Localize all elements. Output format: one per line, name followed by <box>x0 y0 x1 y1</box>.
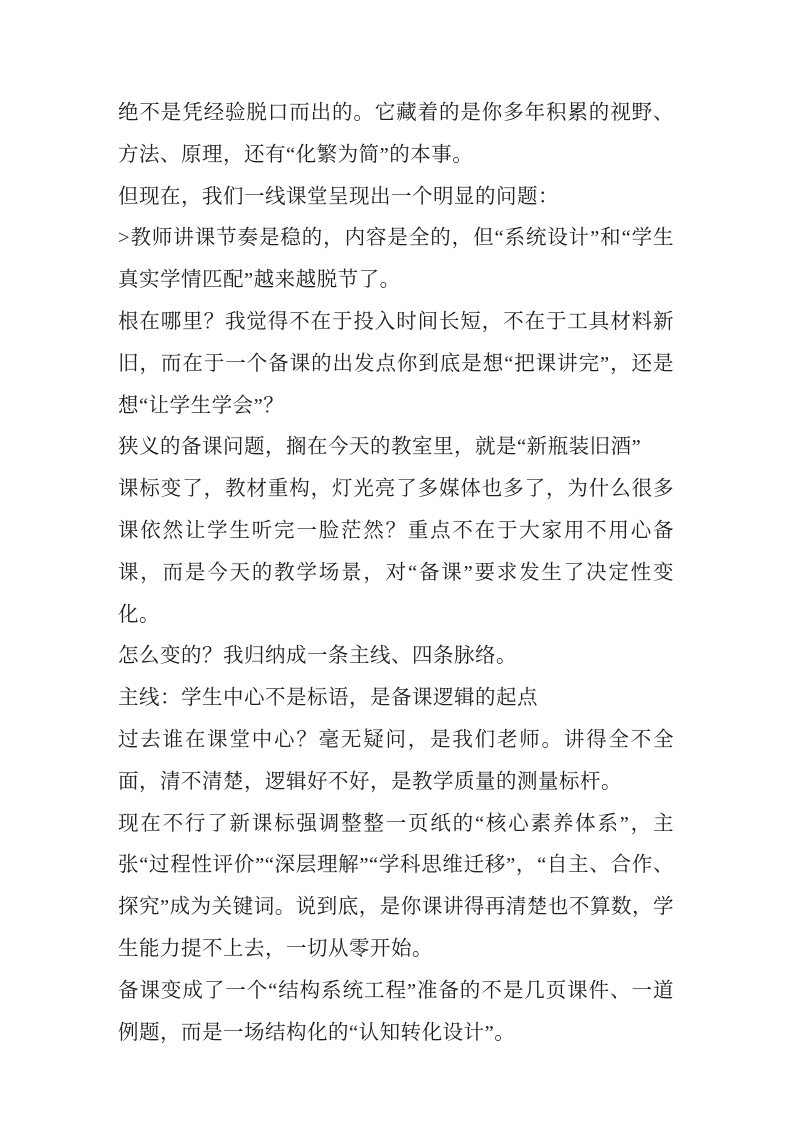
paragraph-2: 但现在，我们一线课堂呈现出一个明显的问题： <box>118 185 559 208</box>
paragraph-1: 绝不是凭经验脱口而出的。它藏着的是你多年积累的视野、方法、原理，还有“化繁为简”的本事。 <box>118 102 674 166</box>
paragraph-3: >教师讲课节奏是稳的，内容是全的，但“系统设计”和“学生真实学情匹配”越来越脱节了。 <box>118 227 674 292</box>
paragraph-4: 根在哪里？我觉得不在于投入时间长短，不在于工具材料新旧，而在于一个备课的出发点你到底是想“把课讲完”，还是想“让学生学会”？ <box>118 310 674 417</box>
paragraph-11: 备课变成了一个“结构系统工程”准备的不是几页课件、一道例题，而是一场结构化的“认知转化设计”。 <box>118 979 674 1044</box>
document-body-text <box>118 93 674 1054</box>
paragraph-10: 现在不行了新课标强调整整一页纸的“核心素养体系”，主张“过程性评价”“深层理解”“学科思维迁移”，“自主、合作、探究”成为关键词。说到底，是你课讲得再清楚也不算数，学生能力提不上去，一切从零开始。 <box>118 812 674 960</box>
paragraph-5: 狭义的备课问题，搁在今天的教室里，就是“新瓶装旧酒” <box>118 436 642 459</box>
paragraph-7: 怎么变的？我归纳成一条主线、四条脉络。 <box>118 645 517 668</box>
paragraph-8: 主线：学生中心不是标语，是备课逻辑的起点 <box>118 687 538 710</box>
paragraph-6: 课标变了，教材重构，灯光亮了多媒体也多了，为什么很多课依然让学生听完一脸茫然？重点不在于大家用不用心备课，而是今天的教学场景，对“备课”要求发生了决定性变化。 <box>118 478 674 626</box>
paragraph-9: 过去谁在课堂中心？毫无疑问，是我们老师。讲得全不全面，清不清楚，逻辑好不好，是教学质量的测量标杆。 <box>118 728 674 793</box>
